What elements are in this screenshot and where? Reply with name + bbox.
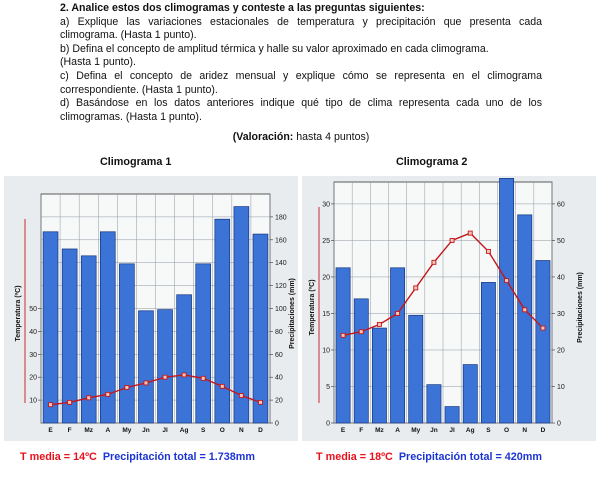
chart-2-precip-bar-f (354, 299, 368, 423)
chart-2-temperature-point-n (523, 308, 527, 312)
chart-1-total-precip: Precipitación total = 1.738mm (102, 451, 255, 463)
chart-2-precip-bar-mz (372, 328, 386, 423)
chart-2-precip-bar-s (481, 282, 495, 423)
chart-2-right-tick-label: 0 (557, 420, 561, 428)
chart-1-temperature-point-my (125, 386, 129, 390)
chart-2-temperature-point-a (396, 311, 400, 315)
chart-2-precip-bar-d (536, 261, 550, 423)
chart-2-temperature-axis-label: Temperatura (ºC) (309, 279, 316, 336)
chart-1-month-label-f: F (67, 427, 72, 434)
chart-1-precip-bar-jl (158, 310, 173, 423)
chart-2-precipitation-axis-label: Precipitaciones (mm) (577, 272, 584, 343)
chart-2-temperature-point-my (414, 286, 418, 290)
chart-1-month-label-mz: Mz (84, 427, 94, 434)
chart-1-precip-bar-ag (177, 295, 192, 423)
chart-1-left-tick-label: 50 (29, 306, 37, 313)
chart-2-precip-bar-my (409, 315, 423, 423)
chart-1-left-tick-label: 40 (29, 328, 37, 336)
chart-1-temperature-axis-label: Temperatura (ºC) (15, 285, 22, 342)
chart-2-precip-bar-o (499, 178, 513, 423)
question-part-b-points: (Hasta 1 punto). (60, 56, 136, 69)
chart-2-month-label-jn: Jn (430, 427, 438, 434)
chart-2-precip-bar-jl (445, 407, 459, 423)
chart-2-left-tick-label: 5 (326, 383, 330, 391)
chart-2-month-label-o: O (504, 427, 510, 434)
chart-1-temperature-point-e (49, 403, 53, 407)
chart-2-temperature-point-jl (450, 238, 454, 242)
chart-2-right-tick-label: 50 (557, 237, 565, 245)
chart-1-month-label-e: E (48, 427, 53, 434)
chart-1-temperature-point-a (106, 392, 110, 396)
chart-2-right-tick-label: 60 (557, 201, 565, 209)
chart-1-month-label-s: S (201, 427, 206, 434)
chart-1-right-tick-label: 160 (275, 237, 287, 245)
chart-2-month-label-my: My (411, 427, 421, 434)
chart-2-left-tick-label: 20 (322, 274, 330, 282)
chart-1-right-tick-label: 80 (275, 328, 283, 336)
chart-1-temperature-point-jn (144, 381, 148, 385)
chart-1-right-tick-label: 120 (275, 283, 287, 291)
chart-1-precip-bar-e (43, 232, 58, 423)
chart-1-temperature-point-mz (87, 396, 91, 400)
chart-2-month-label-ag: Ag (465, 427, 475, 434)
score-label: (Valoración: (232, 131, 294, 143)
chart-2-month-label-d: D (540, 427, 546, 434)
chart-2-temperature-point-mz (377, 322, 381, 326)
chart-2-right-tick-label: 20 (557, 347, 565, 355)
chart-2-precip-bar-ag (463, 365, 477, 423)
chart-2-mean-temp: T media = 18ºC (316, 451, 393, 463)
chart-1-precip-bar-jn (139, 311, 154, 423)
chart-2-temperature-point-o (505, 279, 509, 283)
chart-1-right-tick-label: 20 (275, 397, 283, 405)
chart-1-precipitation-axis-label: Precipitaciones (mm) (289, 278, 296, 349)
chart-2-month-label-f: F (359, 427, 364, 434)
chart-1-left-tick-label: 10 (29, 397, 37, 405)
chart-2-month-label-s: S (486, 427, 491, 434)
chart-1-month-label-o: O (219, 427, 225, 434)
chart-1-temperature-point-f (68, 400, 72, 404)
climogram-2-chart (302, 176, 596, 441)
chart-2-summary (316, 451, 542, 463)
chart-2-temperature-point-ag (468, 231, 472, 235)
chart-1-right-tick-label: 60 (275, 351, 283, 359)
chart-2-month-label-a: A (395, 427, 400, 434)
chart-1-temperature-point-jl (163, 375, 167, 379)
chart-1-right-tick-label: 100 (275, 306, 287, 313)
chart-2-left-tick-label: 15 (322, 310, 330, 318)
question-title: 2. Analice estos dos climogramas y conteste a las preguntas siguientes: (60, 2, 425, 14)
chart-2-temperature-point-f (359, 330, 363, 334)
chart-2-right-tick-label: 10 (557, 383, 565, 391)
chart-1-right-tick-label: 40 (275, 374, 283, 382)
chart-1-month-label-n: N (239, 427, 244, 434)
chart-2-total-precip: Precipitación total = 420mm (398, 451, 542, 463)
chart-2-left-tick-label: 30 (322, 201, 330, 209)
chart-1-left-tick-label: 20 (29, 374, 37, 382)
chart-2-left-tick-label: 25 (322, 237, 330, 245)
question-part-c: c) Defina el concepto de aridez mensual y explique cómo se representa en el climograma correspondiente. (Hasta 1 punto). (60, 69, 542, 96)
chart-2-month-label-jl: Jl (449, 427, 455, 434)
chart-1-precip-bar-d (253, 234, 268, 423)
chart-2-month-label-n: N (522, 427, 528, 434)
question-part-d: d) Basándose en los datos anteriores indique qué tipo de clima representa cada uno de los climogramas. (Hasta 1 punto). (60, 97, 542, 123)
question-block (60, 2, 542, 124)
chart-1-month-label-my: My (122, 427, 132, 434)
chart-1-precip-bar-o (215, 219, 230, 423)
chart-1-precip-bar-f (62, 249, 77, 423)
chart-2-precip-bar-n (518, 215, 532, 423)
chart-1-right-tick-label: 180 (275, 214, 287, 222)
chart-1-right-tick-label: 140 (275, 260, 287, 268)
chart-2-temperature-point-jn (432, 260, 436, 264)
chart-1-precip-bar-n (234, 207, 249, 423)
chart-2-precip-bar-e (336, 268, 350, 423)
question-part-b: b) Defina el concepto de amplitud térmica y halle su valor aproximado en cada climograma. (60, 42, 489, 55)
chart-2-left-tick-label: 10 (322, 347, 330, 355)
chart-2-left-tick-label: 0 (326, 420, 330, 428)
chart-2-month-label-e: E (340, 427, 346, 434)
chart-1-month-label-d: D (258, 427, 263, 434)
chart-2-title: Climograma 2 (396, 156, 468, 168)
climogram-1-chart (4, 176, 298, 441)
chart-1-precip-bar-my (119, 264, 134, 423)
chart-1-temperature-point-n (239, 394, 243, 398)
chart-1-title: Climograma 1 (100, 156, 172, 168)
chart-2-month-label-mz: Mz (375, 427, 384, 434)
chart-1-temperature-point-ag (182, 373, 186, 377)
chart-2-temperature-point-s (486, 249, 490, 253)
chart-1-summary (20, 451, 255, 463)
chart-1-temperature-point-s (201, 376, 205, 380)
score-line (60, 131, 542, 143)
chart-2-temperature-point-e (341, 333, 345, 337)
chart-1-temperature-point-d (258, 400, 262, 404)
chart-1-mean-temp: T media = 14ºC (20, 451, 97, 463)
chart-1-precip-bar-s (196, 264, 211, 423)
chart-2-right-tick-label: 30 (557, 310, 565, 318)
question-part-a: a) Explique las variaciones estacionales de temperatura y precipitación que presenta cada climograma. (Hasta 1 punto). (60, 15, 542, 42)
chart-2-temperature-point-d (541, 326, 545, 330)
chart-1-right-tick-label: 0 (275, 420, 279, 428)
chart-1-month-label-jn: Jn (142, 427, 150, 434)
chart-2-precip-bar-jn (427, 385, 441, 423)
chart-1-left-tick-label: 30 (29, 351, 37, 359)
chart-2-precip-bar-a (390, 268, 404, 423)
chart-1-month-label-ag: Ag (179, 427, 189, 434)
chart-1-temperature-point-o (220, 384, 224, 388)
chart-1-month-label-a: A (105, 427, 111, 434)
chart-1-month-label-jl: Jl (162, 427, 168, 434)
chart-2-right-tick-label: 40 (557, 274, 565, 282)
score-value: hasta 4 puntos) (293, 131, 370, 143)
